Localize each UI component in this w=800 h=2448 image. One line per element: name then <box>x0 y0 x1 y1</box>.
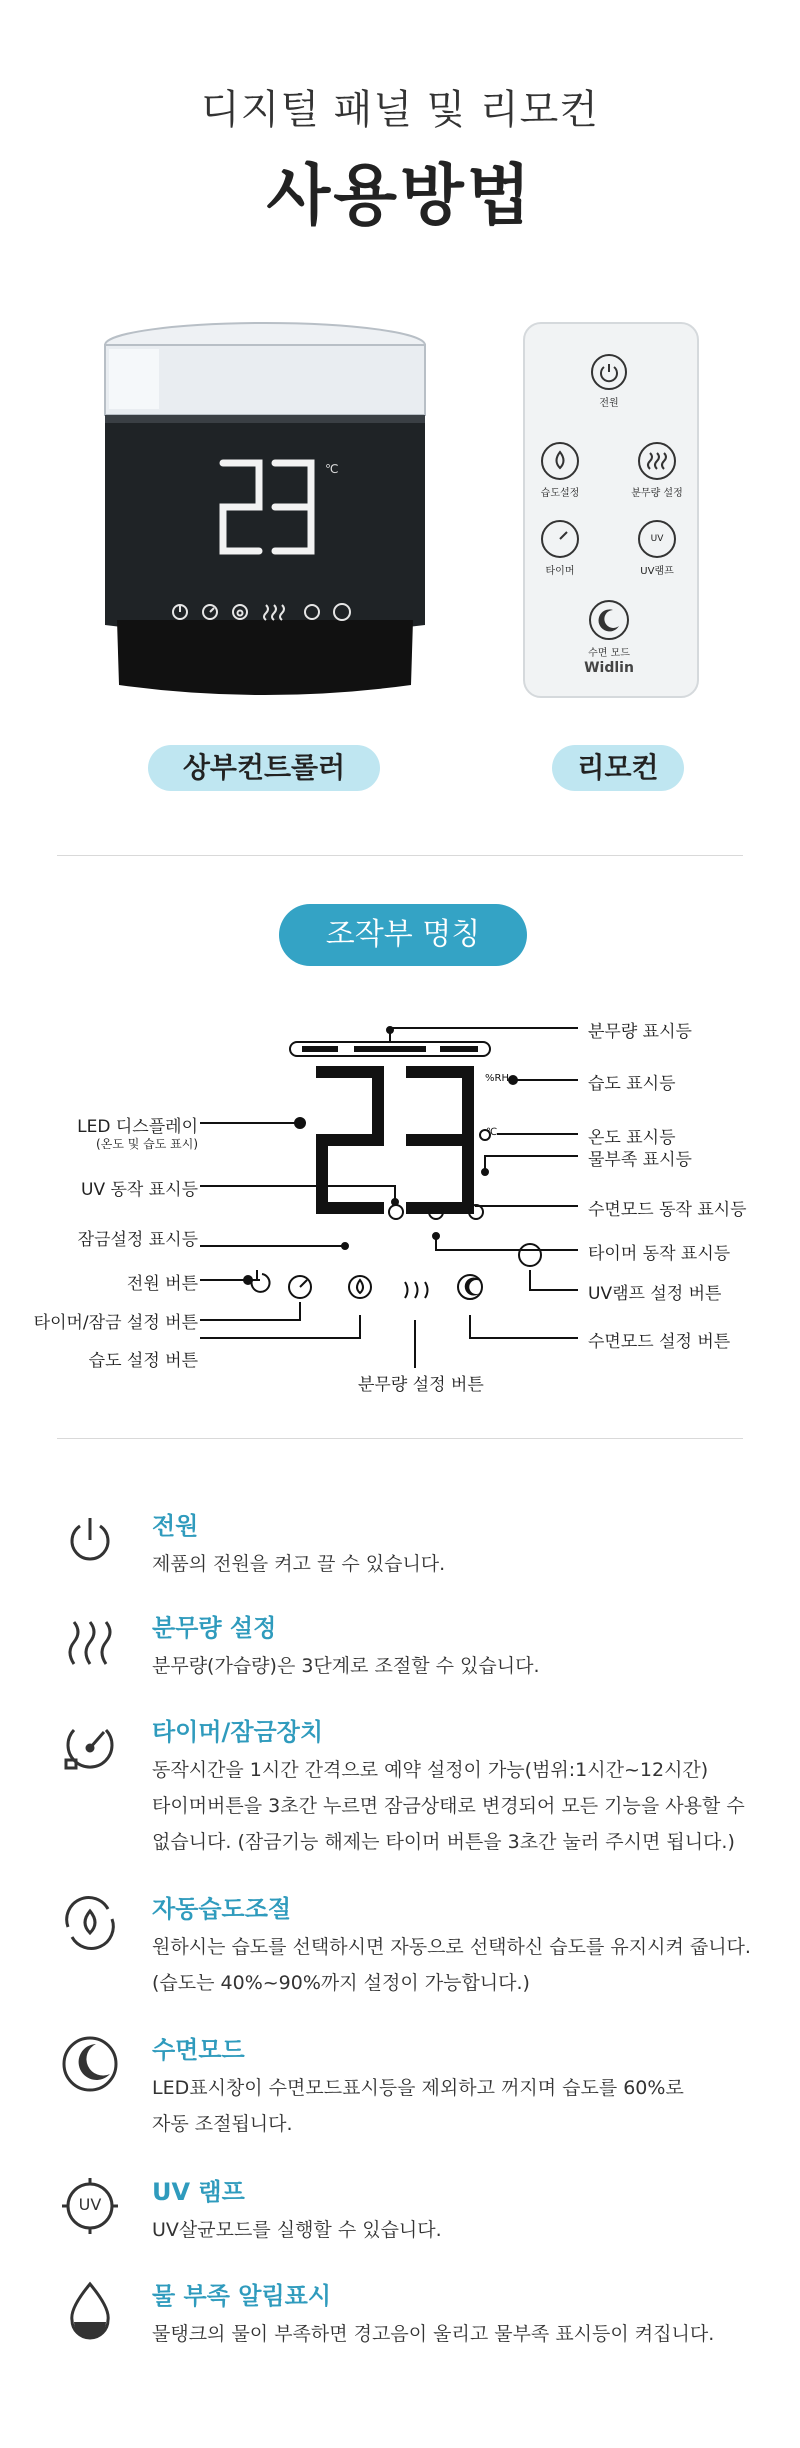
remote-uv-icon: UV <box>638 520 676 558</box>
label-water-low-indicator: 물부족 표시등 <box>588 1150 692 1170</box>
feature-title: 타이머/잠금장치 <box>152 1718 324 1746</box>
feature-title: 자동습도조절 <box>152 1895 292 1923</box>
label-sleep-indicator: 수면모드 동작 표시등 <box>588 1200 747 1220</box>
remote-uv-label: UV램프 <box>640 566 674 577</box>
label-timer-indicator: 타이머 동작 표시등 <box>588 1244 731 1264</box>
remote-power-label: 전원 <box>599 398 619 409</box>
power-icon <box>60 1510 120 1570</box>
feature-title: 전원 <box>152 1512 199 1540</box>
display-digits <box>215 455 325 565</box>
label-mist-indicator: 분무량 표시등 <box>588 1022 692 1042</box>
feature-title: 분무량 설정 <box>152 1614 277 1642</box>
label-humidity-button: 습도 설정 버튼 <box>88 1351 198 1371</box>
label-power-button: 전원 버튼 <box>126 1274 198 1294</box>
page-title: 사용방법 <box>266 157 534 234</box>
divider <box>57 855 743 856</box>
remote-humidity-label: 습도설정 <box>540 488 580 499</box>
remote-timer-icon <box>541 520 579 558</box>
remote-control-label: 리모컨 <box>552 745 684 791</box>
display-unit: ℃ <box>325 462 339 476</box>
label-timer-button: 타이머/잠금 설정 버튼 <box>33 1313 198 1333</box>
label-led-display: LED 디스플레이 <box>77 1117 198 1137</box>
label-temp-indicator: 온도 표시등 <box>588 1128 676 1148</box>
top-controller-label: 상부컨트롤러 <box>148 745 380 791</box>
feature-desc: 동작시간을 1시간 간격으로 예약 설정이 가능(범위:1시간~12시간) 타이머버튼을 3초간 누르면 잠금상태로 변경되어 모든 기능을 사용할 수 없습니다. (잠금기능 해제는 타이머 버튼을 3초간 눌러 주시면 됩니다.) <box>152 1759 745 1853</box>
remote-sleep-icon <box>589 600 629 640</box>
mist-icon <box>60 1612 120 1672</box>
feature-desc: 분무량(가습량)은 3단계로 조절할 수 있습니다. <box>152 1655 540 1677</box>
remote-power-icon <box>591 354 627 390</box>
feature-desc: 원하시는 습도를 선택하시면 자동으로 선택하신 습도를 유지시켜 줍니다. (습도는 40%~90%까지 설정이 가능합니다.) <box>152 1936 751 1994</box>
label-humidity-indicator: 습도 표시등 <box>588 1074 676 1094</box>
label-sleep-button: 수면모드 설정 버튼 <box>588 1332 731 1352</box>
diagram-rh-unit: %RH <box>485 1073 509 1084</box>
remote-brand-logo: Widlin <box>584 660 634 676</box>
remote-humidity-icon <box>541 442 579 480</box>
diagram-temp-unit: ℃ <box>486 1127 498 1138</box>
remote-timer-label: 타이머 <box>545 566 575 577</box>
label-led-display-sub: (온도 및 습도 표시) <box>96 1137 198 1151</box>
auto-humidity-icon <box>60 1893 120 1953</box>
label-mist-button: 분무량 설정 버튼 <box>358 1375 484 1395</box>
label-uv-button: UV램프 설정 버튼 <box>588 1284 722 1304</box>
feature-desc: 물탱크의 물이 부족하면 경고음이 울리고 물부족 표시등이 켜집니다. <box>152 2323 715 2345</box>
feature-title: UV 램프 <box>152 2178 245 2206</box>
section-title-controls: 조작부 명칭 <box>279 904 527 966</box>
remote-control-image <box>523 322 699 698</box>
divider <box>57 1438 743 1439</box>
feature-title: 수면모드 <box>152 2036 245 2064</box>
remote-mist-icon <box>638 442 676 480</box>
label-uv-indicator: UV 동작 표시등 <box>81 1180 198 1200</box>
feature-desc: 제품의 전원을 켜고 끌 수 있습니다. <box>152 1553 446 1575</box>
water-drop-icon <box>60 2280 120 2340</box>
label-lock-indicator: 잠금설정 표시등 <box>77 1230 198 1250</box>
remote-sleep-label: 수면 모드 <box>588 648 630 659</box>
uv-lamp-icon: UV <box>60 2176 120 2236</box>
panel-icons <box>170 600 370 624</box>
feature-title: 물 부족 알림표시 <box>152 2282 331 2310</box>
sleep-mode-icon <box>60 2034 120 2094</box>
remote-mist-label: 분무량 설정 <box>631 488 683 499</box>
page-subtitle: 디지털 패널 및 리모컨 <box>201 87 599 133</box>
timer-lock-icon <box>60 1716 120 1776</box>
feature-desc: LED표시창이 수면모드표시등을 제외하고 꺼지며 습도를 60%로 자동 조절됩니다. <box>152 2077 684 2135</box>
feature-desc: UV살균모드를 실행할 수 있습니다. <box>152 2219 442 2241</box>
